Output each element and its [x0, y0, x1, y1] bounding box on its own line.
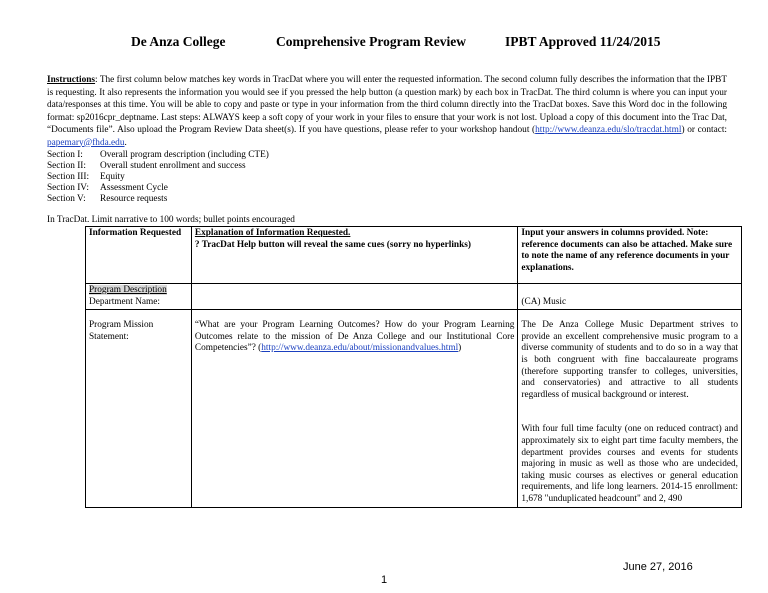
col-info-requested-header: Information Requested	[86, 227, 192, 284]
mission-answer-paragraph: With four full time faculty (one on reduced contract) and approximately six to eight part time faculty members, the department provides courses and events for students majoring in music as well as those who are undecided, taking music courses as electives or general education requirements, and life long learners. 2014-15 enrollment: 1,678 "unduplicated headcount" and 2, 490	[521, 424, 738, 504]
col-explanation-header: Explanation of Information Requested. ? TracDat Help button will reveal the same cues (sorry no hyperlinks)	[191, 227, 518, 284]
mission-question: “What are your Program Learning Outcomes? How do your Program Learning Outcomes relate to the mission of De Anza College and our Institutional Core Competencies”? (http://www.deanza.edu/about/missionandvalues.html)	[194, 320, 515, 354]
department-name-value-cell[interactable]	[518, 284, 742, 310]
section-item: Section III: Equity	[47, 172, 125, 182]
department-name-value: (CA) Music	[521, 296, 567, 307]
section-list	[47, 150, 269, 205]
tracdat-note: In TracDat. Limit narrative to 100 words; bullet points encouraged	[47, 215, 295, 225]
header-approved: IPBT Approved 11/24/2015	[505, 34, 661, 49]
empty-cell[interactable]	[191, 284, 518, 310]
header-title: Comprehensive Program Review	[276, 34, 466, 49]
mission-question-cell	[191, 310, 518, 507]
mission-values-link[interactable]: http://www.deanza.edu/about/missionandvalues.html	[261, 343, 459, 354]
page-number: 1	[381, 574, 388, 586]
instructions-paragraph	[47, 74, 727, 149]
instructions-label: Instructions	[47, 75, 96, 85]
program-description-cell	[86, 284, 192, 310]
table-row	[86, 310, 742, 507]
table-row	[86, 284, 742, 310]
section-item: Section IV: Assessment Cycle	[47, 183, 168, 193]
col-input-header: Input your answers in columns provided. Note: reference documents can also be attached. Make sure to note the name of any reference documents in your explanations.	[518, 227, 742, 284]
footer-date: June 27, 2016	[623, 561, 693, 573]
mission-answer-paragraph: The De Anza College Music Department strives to provide an excellent comprehensive music program to a diverse community of students and to do so in a way that is both congruent with fine baccalaureate programs (therefore supporting transfer to colleges, universities, and conservatories) and attractive to all students regardless of musical background or interest.	[521, 320, 738, 400]
header-college: De Anza College	[131, 34, 226, 49]
instructions-text-2: ) or contact:	[681, 125, 728, 135]
department-name-label: Department Name:	[89, 296, 160, 307]
mission-label-cell	[86, 310, 192, 507]
program-review-table	[85, 226, 742, 508]
mission-label: Program Mission Statement:	[89, 320, 154, 342]
tracdat-handout-link[interactable]: http://www.deanza.edu/slo/tracdat.html	[535, 125, 682, 135]
section-title: Program Description	[89, 285, 167, 295]
instructions-text-3: .	[124, 137, 127, 148]
mission-answer-cell[interactable]	[518, 310, 742, 507]
section-item: Section II: Overall student enrollment and success	[47, 161, 246, 171]
table-header-row	[86, 227, 742, 284]
instructions-text-1: : The first column below matches key words in TracDat where you will enter the requested information. The second column fully describes the information that the IPBT is requesting. It also represents the information you would see if you pressed the help button (a question mark) by each box in TracDat. The third column is where you can input your data/responses at this time. You will be able to copy and paste or type in your information from the third column directly into the TracDat boxes. Save this Word doc in the following format: sp2016cpr_deptname. Last steps: ALWAYS keep a soft copy of your work in your files to ensure that your work is not lost. Upload a copy of this document into the Trac Dat, “Documents file”. Also upload the Program Review Data sheet(s). If you have questions, please refer to your workshop handout (	[47, 75, 727, 135]
contact-email-link[interactable]: papemary@fhda.edu	[47, 137, 125, 148]
section-item: Section V: Resource requests	[47, 194, 168, 204]
section-item: Section I: Overall program description (including CTE)	[47, 150, 269, 160]
